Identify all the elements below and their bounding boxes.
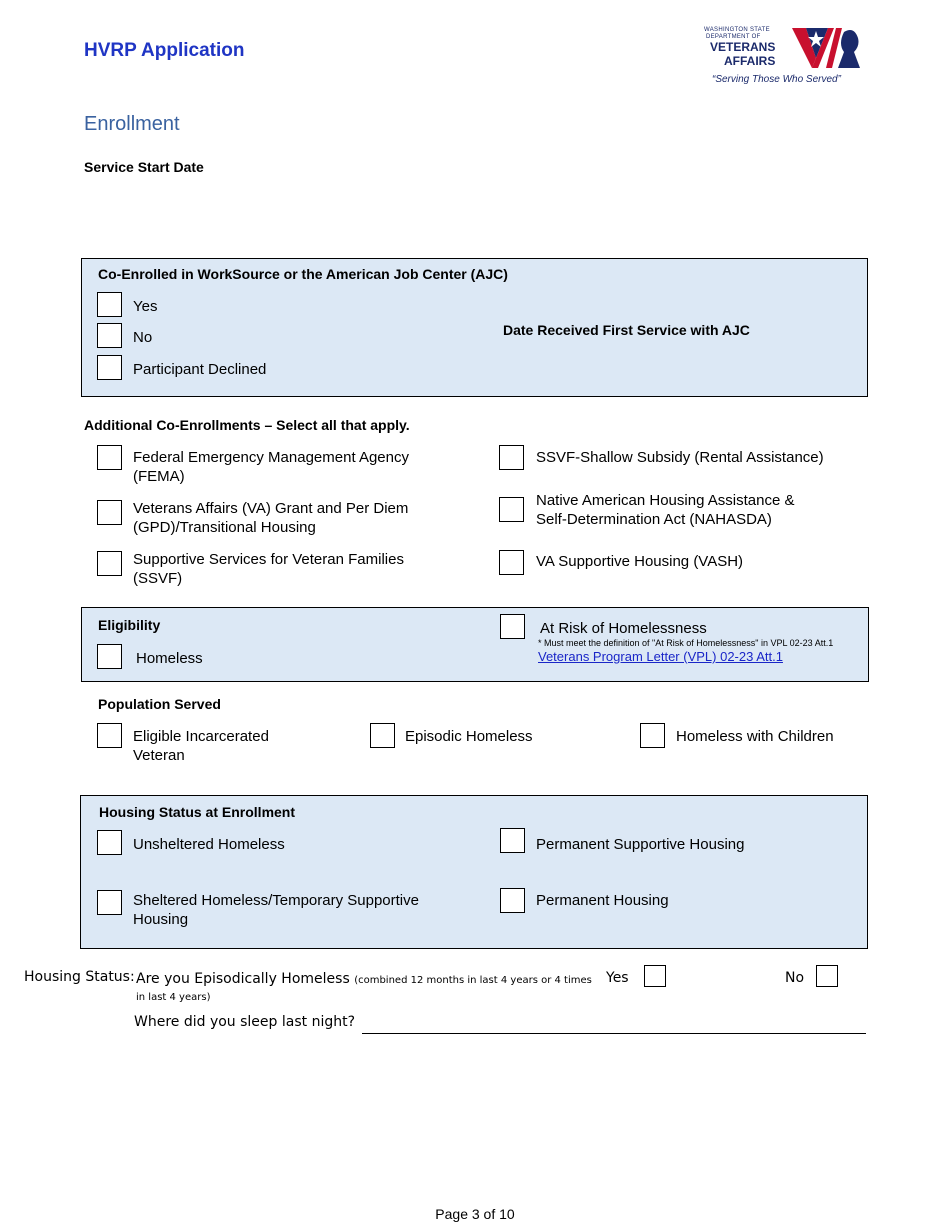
- ajc-date-label: Date Received First Service with AJC: [503, 322, 750, 338]
- gpd-checkbox[interactable]: [97, 500, 122, 525]
- permanent-housing-label: Permanent Housing: [536, 892, 669, 909]
- episodic-no-checkbox[interactable]: [816, 965, 838, 987]
- gpd-label-line2: (GPD)/Transitional Housing: [133, 519, 316, 536]
- population-heading: Population Served: [98, 696, 221, 712]
- fema-label-line2: (FEMA): [133, 468, 185, 485]
- episodic-question-qualifier: (combined 12 months in last 4 years or 4 times: [354, 975, 592, 986]
- episodic-question-text: Are you Episodically Homeless: [136, 971, 350, 987]
- logo-line-3: VETERANS: [710, 40, 776, 54]
- logo-tagline: “Serving Those Who Served”: [712, 74, 841, 85]
- ssvf-shallow-checkbox[interactable]: [499, 445, 524, 470]
- incarcerated-label-line1: Eligible Incarcerated: [133, 728, 269, 745]
- logo-line-2: DEPARTMENT OF: [706, 34, 761, 40]
- incarcerated-label-line2: Veteran: [133, 747, 185, 764]
- sleep-question: Where did you sleep last night?: [134, 1014, 356, 1030]
- coenrolled-declined-checkbox[interactable]: [97, 355, 122, 380]
- unsheltered-checkbox[interactable]: [97, 830, 122, 855]
- ssvf-checkbox[interactable]: [97, 551, 122, 576]
- nahasda-label-line2: Self-Determination Act (NAHASDA): [536, 511, 772, 528]
- vpl-link[interactable]: Veterans Program Letter (VPL) 02-23 Att.1: [538, 649, 783, 664]
- logo-line-4: AFFAIRS: [724, 54, 776, 68]
- vash-checkbox[interactable]: [499, 550, 524, 575]
- children-label: Homeless with Children: [676, 728, 834, 745]
- sheltered-checkbox[interactable]: [97, 890, 122, 915]
- logo-line-1: WASHINGTON STATE: [704, 27, 770, 33]
- children-checkbox[interactable]: [640, 723, 665, 748]
- nahasda-label-line1: Native American Housing Assistance &: [536, 492, 795, 509]
- at-risk-label: At Risk of Homelessness: [540, 620, 707, 637]
- page-number: Page 3 of 10: [435, 1206, 515, 1222]
- wdva-logo: [700, 26, 870, 92]
- episodic-question-qualifier-2: in last 4 years): [136, 992, 211, 1003]
- incarcerated-checkbox[interactable]: [97, 723, 122, 748]
- coenrolled-yes-checkbox[interactable]: [97, 292, 122, 317]
- coenrolled-yes-label: Yes: [133, 298, 158, 315]
- sleep-answer-line[interactable]: [362, 1033, 866, 1034]
- enrollment-heading: Enrollment: [84, 113, 180, 135]
- permanent-housing-checkbox[interactable]: [500, 888, 525, 913]
- permanent-supportive-label: Permanent Supportive Housing: [536, 836, 745, 853]
- service-start-date-label: Service Start Date: [84, 159, 204, 175]
- flag-v-icon: [792, 28, 866, 70]
- sheltered-label-line2: Housing: [133, 911, 189, 928]
- fema-label-line1: Federal Emergency Management Agency: [133, 449, 409, 466]
- ssvf-shallow-label: SSVF-Shallow Subsidy (Rental Assistance): [536, 449, 824, 466]
- vash-label: VA Supportive Housing (VASH): [536, 553, 744, 570]
- ssvf-label: [133, 550, 404, 588]
- coenrolled-no-label: No: [133, 329, 153, 346]
- coenrolled-heading: Co-Enrolled in WorkSource or the American Job Center (AJC): [98, 266, 508, 282]
- episodic-label: Episodic Homeless: [405, 728, 533, 745]
- coenrolled-no-checkbox[interactable]: [97, 323, 122, 348]
- additional-heading: Additional Co-Enrollments – Select all that apply.: [84, 417, 410, 433]
- permanent-supportive-checkbox[interactable]: [500, 828, 525, 853]
- incarcerated-label: [133, 727, 269, 765]
- page-title: HVRP Application: [84, 40, 245, 61]
- at-risk-checkbox[interactable]: [500, 614, 525, 639]
- episodic-checkbox[interactable]: [370, 723, 395, 748]
- housing-status-label: Housing Status:: [24, 969, 135, 985]
- episodic-no-label: No: [785, 970, 805, 986]
- gpd-label-line1: Veterans Affairs (VA) Grant and Per Diem: [133, 500, 409, 517]
- eligibility-heading: Eligibility: [98, 617, 161, 633]
- at-risk-note: * Must meet the definition of "At Risk of Homelessness" in VPL 02-23 Att.1: [538, 638, 834, 648]
- sheltered-label-line1: Sheltered Homeless/Temporary Supportive: [133, 892, 419, 909]
- unsheltered-label: Unsheltered Homeless: [133, 836, 285, 853]
- fema-label: [133, 448, 409, 486]
- ssvf-label-line2: (SSVF): [133, 570, 183, 587]
- housing-enrollment-heading: Housing Status at Enrollment: [99, 804, 296, 820]
- ssvf-label-line1: Supportive Services for Veteran Families: [133, 551, 404, 568]
- episodic-yes-checkbox[interactable]: [644, 965, 666, 987]
- nahasda-checkbox[interactable]: [499, 497, 524, 522]
- sheltered-label: [133, 891, 419, 929]
- coenrolled-declined-label: Participant Declined: [133, 361, 267, 378]
- episodic-yes-label: Yes: [606, 970, 629, 986]
- fema-checkbox[interactable]: [97, 445, 122, 470]
- episodic-question: [136, 971, 592, 987]
- nahasda-label: [536, 491, 794, 529]
- homeless-checkbox[interactable]: [97, 644, 122, 669]
- homeless-label: Homeless: [136, 650, 203, 667]
- gpd-label: [133, 499, 408, 537]
